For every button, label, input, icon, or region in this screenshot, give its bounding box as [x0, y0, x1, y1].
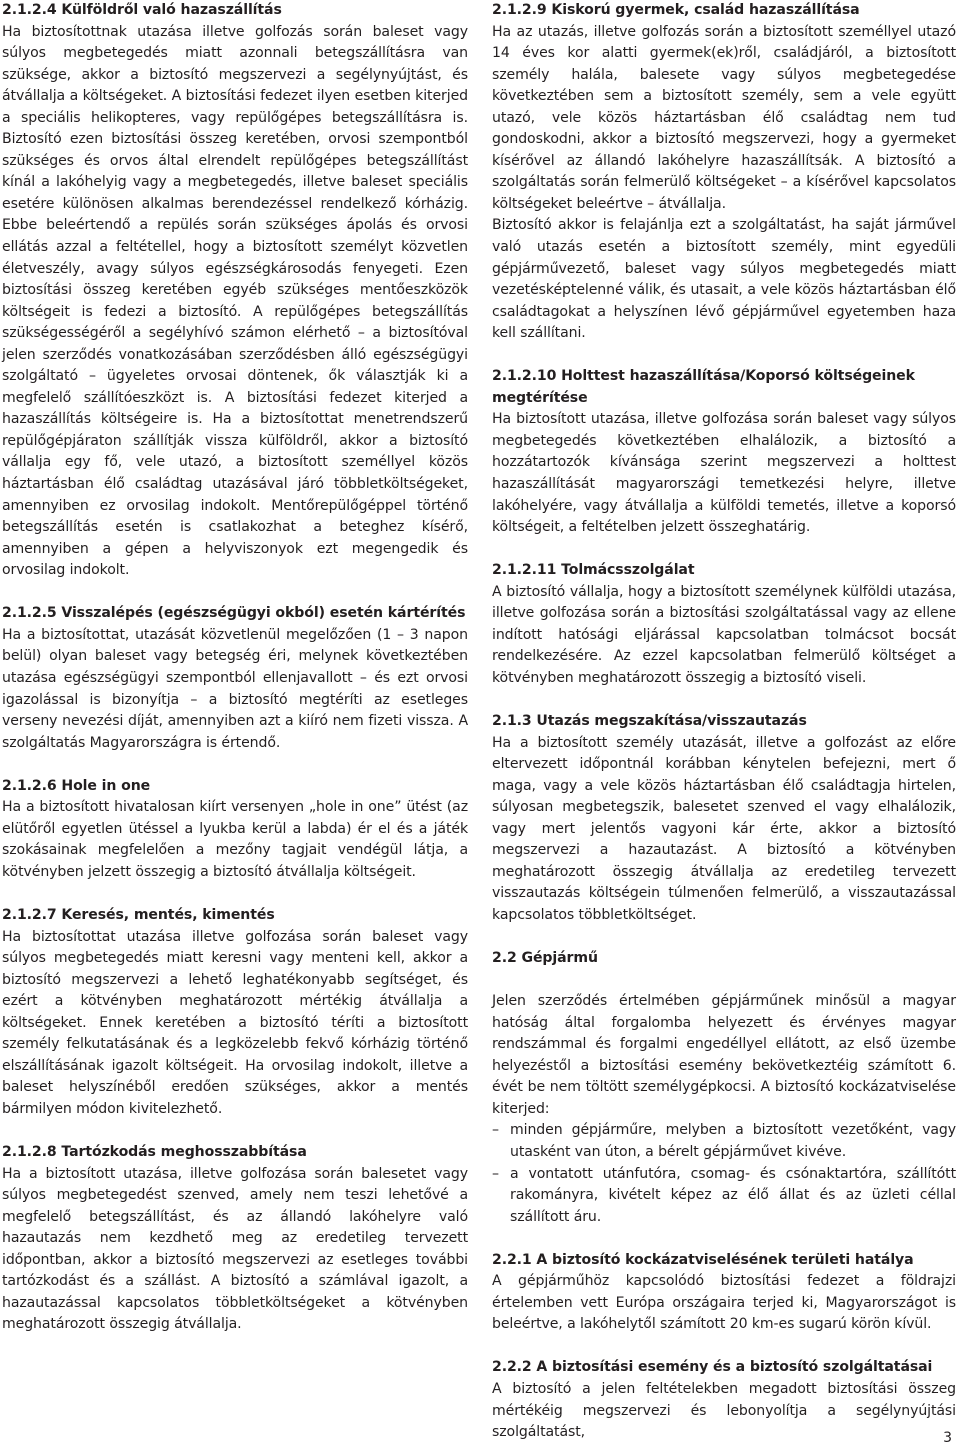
- section-heading: 2.2.1 A biztosító kockázatviselésének területi hatálya: [492, 1251, 914, 1268]
- section-paragraph: A gépjárműhöz kapcsolódó biztosítási fedezet a földrajzi értelemben vett Európa országaira terjed ki, Magyarországot is beleértve, a lakóhelytől számított 20 km-es sugarú körön kívül.: [492, 1273, 956, 1333]
- section-paragraph: A biztosító a jelen feltételekben megadott biztosítási összeg mértékéig megszervezi és lebonyolítja a segélynyújtási szolgáltatást,: [492, 1381, 956, 1441]
- section-2-1-2-8: [2, 1142, 468, 1336]
- left-column: [2, 0, 468, 1336]
- section-paragraph: A biztosító vállalja, hogy a biztosított személynek külföldi utazása, illetve golfozása során a biztosítási szolgáltatással vagy az ellene indított hatósági eljárással kapcsolatban tolmácsot bocsát rendelkezésére. Az ezzel kapcsolatban felmerülő költséget a kötvényben meghatározott összegig a biztosító viseli.: [492, 583, 956, 686]
- section-heading: 2.2.2 A biztosítási esemény és a biztosító szolgáltatásai: [492, 1359, 933, 1376]
- section-heading: 2.1.2.11 Tolmácsszolgálat: [492, 562, 695, 579]
- section-paragraph: Ha a biztosítottat, utazását közvetlenül megelőzően (1 – 3 napon belül) olyan baleset vagy betegség éri, melynek következtében utazása egészségügyi szempontból ellenjavallott – és ezt orvosi igazolással is bizonyítja – a biztosító megtéríti az esetleges verseny nevezési díját, amennyiben azt a kiíró nem fizeti vissza. A szolgáltatás Magyarországra is értendő.: [2, 626, 468, 751]
- section-2-1-3: [492, 711, 956, 926]
- section-2-1-2-6: [2, 776, 468, 884]
- section-heading: 2.1.2.6 Hole in one: [2, 777, 151, 794]
- section-paragraph: Ha a biztosított utazása, illetve golfozása során balesetet vagy súlyos megbetegedést szenved, amely nem teszi lehetővé a megfelelő betegszállítást, és az állandó lakóhelyre való hazautazás nem kezdhető meg az eredetileg tervezett időpontban, akkor a biztosító megszervezi az esetleges további tartózkodást és a szállást. A biztosító a számlával igazolt, a hazautazással kapcsolatos többletköltségeket a kötvényben meghatározott összegig átvállalja.: [2, 1165, 468, 1333]
- section-paragraph: Ha a biztosított hivatalosan kiírt versenyen „hole in one” ütést (az elütőről egyetlen ütéssel a lyukba kerül a labda) ér el és a játék szokásainak megfelelően a mezőny tagjait vendégül látja, a kötvényben jelzett összegig a biztosító átvállalja költségeit.: [2, 799, 468, 880]
- section-paragraph: Ha biztosított utazása, illetve golfozása során baleset vagy súlyos megbetegedés következtében elhalálozik, a biztosító a hozzátartozók kívánsága szerint megszervezi a holttest hazaszállítását magyarországi temetkezési helyre, illetve lakóhelyére, vagy átvállalja a külföldi temetés, illetve a koporsó költségeit, a feltételben jelzett összeghatárig.: [492, 411, 956, 536]
- page-number: 3: [943, 1430, 952, 1446]
- list-item: – minden gépjárműre, melyben a biztosított vezetőként, vagy utasként van úton, a bérelt gépjárművet kivéve.: [492, 1120, 956, 1163]
- section-paragraph: Ha biztosítottnak utazása illetve golfozás során baleset vagy súlyos megbetegedés miatt azonnali betegszállításra van szüksége, akkor a biztosító megszervezi a segélynyújtást, és átvállalja a költségeket. A biztosítási fedezet ilyen esetben kiterjed a speciális helikopteres, vagy repülőgépes betegszállításra is. Biztosító ezen biztosítási összeg keretében, orvosi szempontból szükséges és orvos által elrendelt repülőgépes betegszállítást kínál a lakóhelyig vagy a megbetegedés, illetve baleset speciális esetére különösen alkalmas berendezéssel rendelkező kórházig. Ebbe beleértendő a repülés során szükséges ápolás és orvosi ellátás azzal a feltétellel, hogy a biztosított személyt közvetlen életveszély, avagy súlyos egészségkárosodás fenyegeti. Ezen biztosítási összeg keretében egyéb szükséges mentőeszközök költségeit is fedezi a biztosító. A repülőgépes betegszállítás szükségességéről a segélyhívó számon elérhető – a biztosítóval jelen szerződés vonatkozásában szerződésben álló egészségügyi szolgáltató – ügyeletes orvosai döntenek, ők választják ki a megfelelő szállítóeszközt is. A biztosítási fedezet kiterjed a hazaszállítás költségeire is. Ha a biztosítottat menetrendszerű repülőgépjáraton szállítják vissza külföldről, akkor a biztosító vállalja egy fő, vele utazó, a biztosított személlyel közös háztartásban élő családtag utazásával járó többletköltségeket, amennyiben ez orvosilag indokolt. Mentőrepülőgéppel történő betegszállítás esetén is csatlakozhat a beteghez kísérő, amennyiben a gépen a helyviszonyok ezt megengedik és orvosilag indokolt.: [2, 23, 468, 579]
- section-2-1-2-7: [2, 905, 468, 1120]
- list-item: – a vontatott utánfutóra, csomag- és csónaktartóra, szállítótt rakományra, kivételt képez az élő állat és az üzleti céllal szállított áru.: [492, 1164, 956, 1229]
- section-2-1-2-10: [492, 366, 956, 538]
- section-paragraph: Ha a biztosított személy utazását, illetve a golfozást az előre eltervezett időpontnál korábban kénytelen befejezni, mert ő maga, vagy a vele közös háztartásban élő családtagja hirtelen, súlyosan megbetegszik, balesetet szenved el vagy elhalálozik, vagy mert jelentős vagyoni kár érte, akkor a biztosító megszervezi a hazautazást. A biztosító a kötvényben meghatározott összegig átvállalja az eredetileg tervezett visszautazás költségein túlmenően felmerülő, a visszautazással kapcsolatos többletköltséget.: [492, 734, 956, 923]
- section-heading: 2.1.2.4 Külföldről való hazaszállítás: [2, 2, 282, 18]
- section-2-1-2-11: [492, 560, 956, 689]
- section-2-2-1: [492, 1250, 956, 1336]
- section-heading: 2.1.2.8 Tartózkodás meghosszabbítása: [2, 1143, 307, 1160]
- section-heading: 2.1.2.5 Visszalépés (egészségügyi okból) esetén kártérítés: [2, 605, 466, 622]
- section-paragraph: Ha az utazás, illetve golfozás során a biztosított személlyel utazó 14 éves kor alatti gyermek(ek)ről, családjáról, a biztosított személy halála, balesete vagy súlyos megbetegedése következtében sem a biztosított személy, sem a vele együtt utazó, vele közös háztartásban élő családtag nem tud gondoskodni, akkor a biztosító megszervezi, hogy a gyermeket kísérővel az állandó lakóhelyre hazaszállítsák. A biztosító a szolgáltatás során felmerülő költségeket – a kísérővel kapcsolatos költségeket beleértve – átvállalja.: [492, 23, 956, 212]
- section-2-1-2-9: [492, 0, 956, 345]
- section-heading: 2.1.2.9 Kiskorú gyermek, család hazaszállítása: [492, 2, 860, 18]
- section-2-2: [492, 948, 956, 1228]
- section-2-1-2-5: [2, 603, 468, 754]
- section-heading: 2.1.3 Utazás megszakítása/visszautazás: [492, 713, 807, 730]
- section-paragraph: Biztosító akkor is felajánlja ezt a szolgáltatást, ha saját járművel való utazás esetén a biztosított személy, mint egyedüli gépjárművezető, baleset vagy súlyos megbetegedés miatt vezetésképtelenné válik, és utasait, a vele közös háztartásban élő családtagokat a helyszínen lévő gépjárművel egyetemben haza kell szállítani.: [492, 217, 956, 342]
- right-column: [492, 0, 956, 1444]
- section-heading: 2.1.2.10 Holttest hazaszállítása/Koporsó költségeinek megtérítése: [492, 368, 915, 406]
- section-2-1-2-4: [2, 0, 468, 582]
- coverage-list: [492, 1120, 956, 1228]
- section-2-2-2: [492, 1357, 956, 1443]
- section-paragraph: Ha biztosítottat utazása illetve golfozása során baleset vagy súlyos megbetegedés miatt keresni vagy menteni kell, akkor a biztosító megszervezi a lehető leghatékonyabb segítséget, és ezért a kötvényben meghatározott mértékig átvállalja a költségeket. Ennek keretében a biztosító téríti a biztosított személy felkutatásának és a legközelebb fekvő kórházig történő elszállításának igazolt költségeit. Ha orvosilag indokolt, illetve a baleset helyszínéből eredően szükséges, akkor a mentés bármilyen módon kivitelezhető.: [2, 928, 468, 1117]
- section-paragraph: Jelen szerződés értelmében gépjárműnek minősül a magyar hatóság által forgalomba helyezett és érvényes magyar rendszámmal és forgalmi engedéllyel ellátott, az első üzembe helyezéstől a biztosítási esemény bekövetkeztéig számított 6. évét be nem töltött személygépkocsi. A biztosító kockázatviselése kiterjed:: [492, 993, 956, 1117]
- section-heading: 2.2 Gépjármű: [492, 950, 598, 967]
- section-heading: 2.1.2.7 Keresés, mentés, kimentés: [2, 906, 275, 923]
